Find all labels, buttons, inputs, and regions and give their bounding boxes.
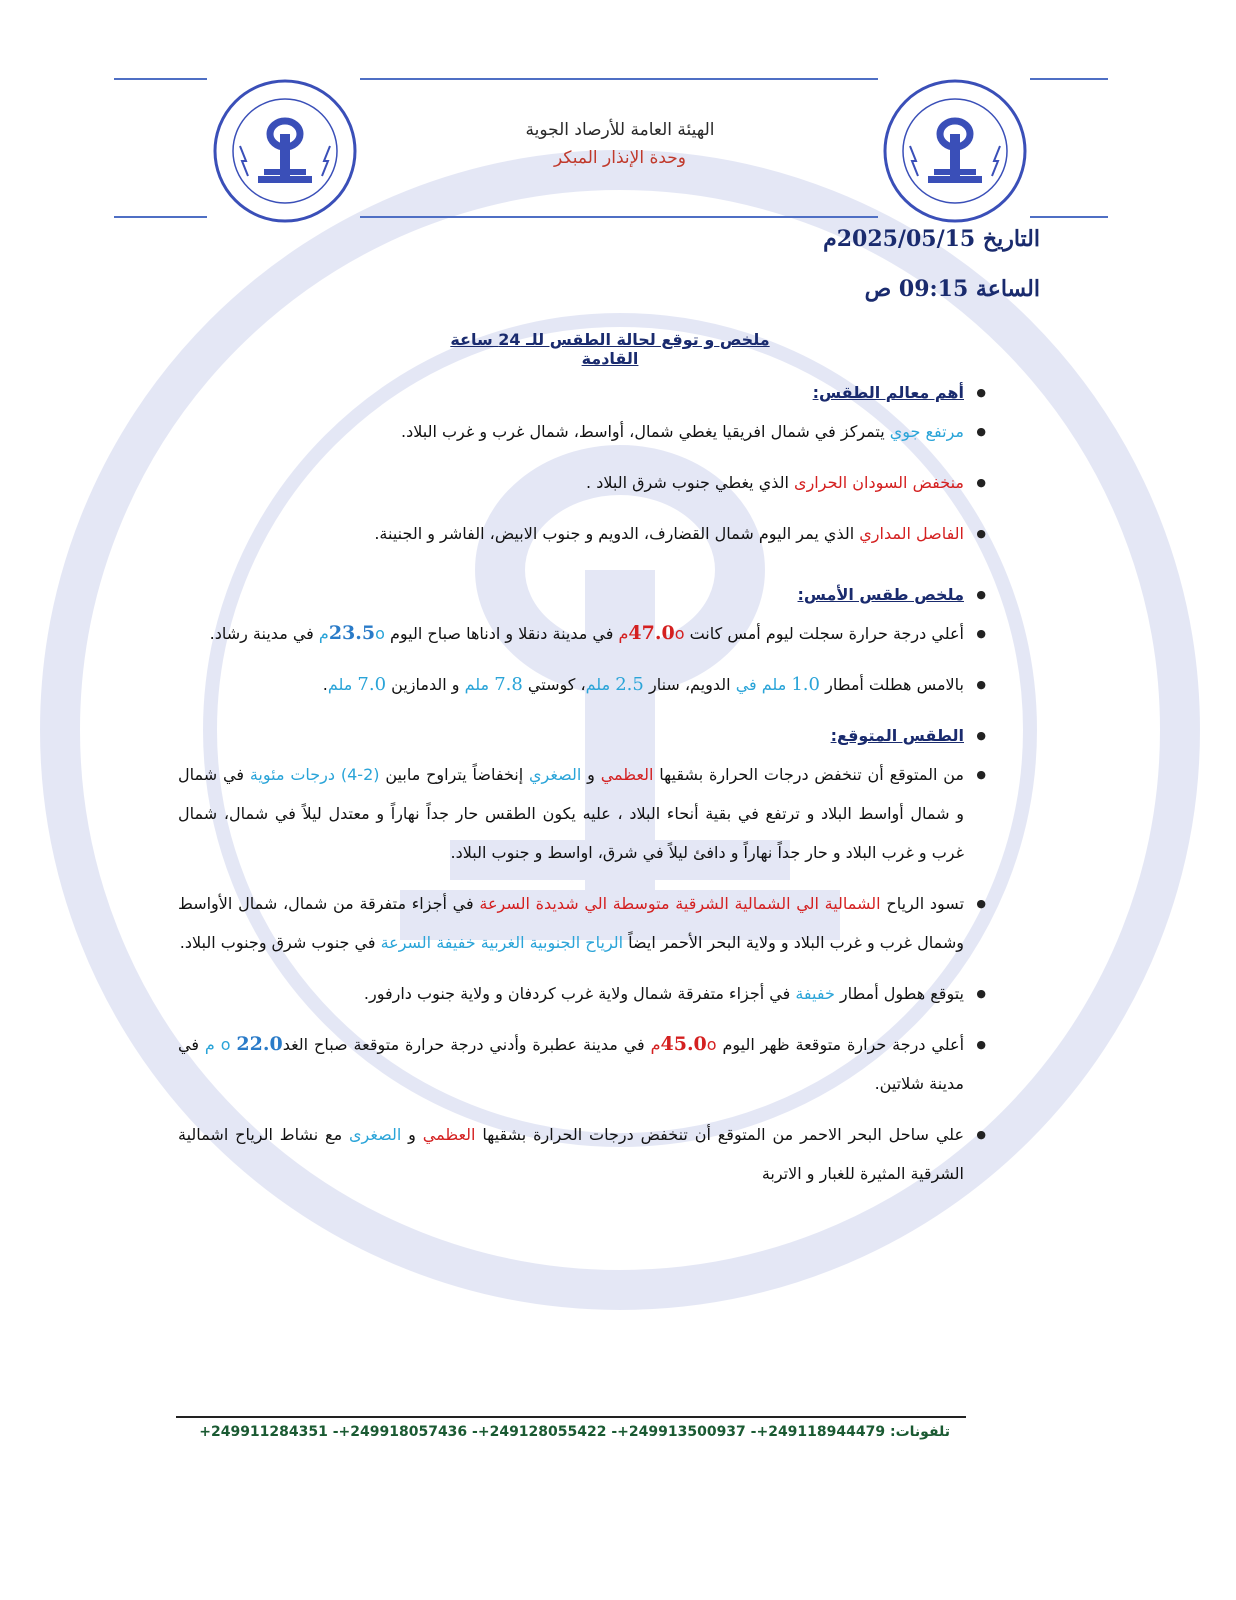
header-rule-right-bottom bbox=[1030, 216, 1108, 218]
list-item: ● أعلي درجة حرارة سجلت ليوم أمس كانت 47.0oم في مدينة دنقلا و ادناها صباح اليوم 23.5oم في مدينة رشاد. bbox=[178, 614, 986, 653]
sma-logo-right bbox=[880, 76, 1030, 226]
list-item bbox=[178, 716, 986, 755]
report-body bbox=[178, 373, 986, 1193]
header-rule-left-top bbox=[114, 78, 207, 80]
list-item: ● من المتوقع أن تنخفض درجات الحرارة بشقيها العظمي و الصغري إنخفاضاً يتراوح مابين (2-4) درجات مئوية في شمال و شمال أواسط البلاد و ترتفع في بقية أنحاء البلاد ، عليه يكون الطقس حار جداً نهاراً و معتدل ليلاً في شمال، شمال غرب و غرب البلاد و حار جداً نهاراً و دافئ ليلاً في شرق، اواسط و جنوب البلاد. bbox=[178, 755, 986, 872]
phones-label: تلفونات: bbox=[889, 1424, 950, 1440]
list-item: ● بالامس هطلت أمطار 1.0 ملم في الدويم، سنار 2.5 ملم، كوستي 7.8 ملم و الدمازين 7.0 ملم. bbox=[178, 665, 986, 704]
sma-logo-left bbox=[210, 76, 360, 226]
list-item bbox=[178, 373, 986, 412]
list-item: ● منخفض السودان الحرارى الذي يغطي جنوب شرق البلاد . bbox=[178, 463, 986, 502]
list-item: ● تسود الرياح الشمالية الي الشمالية الشرقية متوسطة الي شديدة السرعة في أجزاء متفرقة من شمال، شمال الأواسط وشمال غرب و غرب البلاد و ولاية البحر الأحمر ايضاً الرياح الجنوبية الغربية خفيفة السرعة في جنوب شرق وجنوب البلاد. bbox=[178, 884, 986, 962]
header-rule-center-top bbox=[360, 78, 878, 80]
list-item: ● أعلي درجة حرارة متوقعة ظهر اليوم 45.0oم في مدينة عطبرة وأدني درجة حرارة متوقعة صباح الغد22.0 o م في مدينة شلاتين. bbox=[178, 1025, 986, 1103]
header-rule-left-bottom bbox=[114, 216, 207, 218]
report-date: التاريخ 2025/05/15م bbox=[823, 226, 1040, 252]
footer-rule bbox=[176, 1416, 966, 1418]
report-title: ملخص و توقع لحالة الطقس للـ 24 ساعة القادمة bbox=[450, 330, 770, 368]
unit-name: وحدة الإنذار المبكر bbox=[554, 148, 686, 168]
list-item: ● علي ساحل البحر الاحمر من المتوقع أن تنخفض درجات الحرارة بشقيها العظمي و الصغرى مع نشاط الرياح اشمالية الشرقية المثيرة للغبار و الاتربة bbox=[178, 1115, 986, 1193]
list-item: ● الفاصل المداري الذي يمر اليوم شمال القضارف، الدويم و جنوب الابيض، الفاشر و الجنينة. bbox=[178, 514, 986, 553]
section-heading-yesterday: ملخص طقس الأمس: bbox=[797, 585, 964, 604]
list-item bbox=[178, 575, 986, 614]
phones-list: +249911284351 -+249918057436 -+249128055422 -+249913500937 -+249118944479 bbox=[199, 1424, 886, 1440]
list-item: ● يتوقع هطول أمطار خفيفة في أجزاء متفرقة شمال ولاية غرب كردفان و ولاية جنوب دارفور. bbox=[178, 974, 986, 1013]
report-time: الساعة 09:15 ص bbox=[864, 276, 1040, 302]
org-name: الهيئة العامة للأرصاد الجوية bbox=[525, 120, 715, 140]
footer-phones bbox=[176, 1424, 950, 1440]
header-rule-center-bottom bbox=[360, 216, 878, 218]
header-rule-right-top bbox=[1030, 78, 1108, 80]
list-item: ● مرتفع جوي يتمركز في شمال افريقيا يغطي شمال، أواسط، شمال غرب و غرب البلاد. bbox=[178, 412, 986, 451]
section-heading-forecast: الطقس المتوقع: bbox=[830, 726, 964, 745]
section-heading-features: أهم معالم الطقس: bbox=[812, 383, 964, 402]
header-org bbox=[440, 120, 800, 168]
